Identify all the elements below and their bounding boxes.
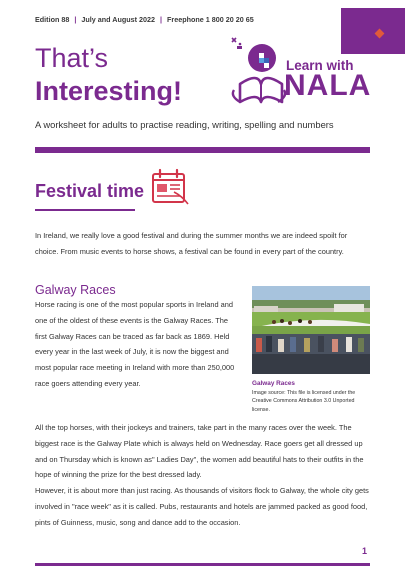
racecourse-image [252,286,370,374]
footer-divider [35,563,370,566]
separator: | [74,15,77,24]
article-body [35,420,371,531]
edition-number: Edition 88 [35,15,70,24]
photo-caption-title: Galway Races [252,380,295,387]
page-number: 1 [362,546,368,556]
freephone-number: Freephone 1 800 20 20 65 [167,15,254,24]
title-line-2: Interesting! [35,76,183,106]
separator: | [160,15,163,24]
nala-logo [226,38,376,108]
galway-races-photo [252,286,370,374]
edition-bar [35,15,254,24]
title-line-1: That’s [35,43,109,73]
calendar-icon [150,168,190,206]
header-divider [35,147,370,153]
edition-months: July and August 2022 [81,15,156,24]
article-paragraph-1: Horse racing is one of the most popular sports in Ireland and one of the oldest of these events is the Galway Races. The first Galway Races can be traced as far back as 1869. Held every year in the last week of July, it is now the biggest and most popular race meeting in Ireland with more than 250,000 race goers attending every year. [35,300,235,388]
page-subtitle: A worksheet for adults to practise reading, writing, spelling and numbers [35,119,334,130]
photo-caption-text: Image source: This file is licensed under the Creative Commons Attribution 3.0 Unported license. [252,390,356,413]
section-underline [35,209,135,211]
article-paragraph-2: All the top horses, with their jockeys and trainers, take part in the many races over the week. The biggest race is the Galway Plate which is always held on Wednesday. Race goers get all dressed up and on Thursday which is known as" Ladies Day", the women add beautiful hats to their outfits in the hope of winning the prize for the best dressed lady. [35,423,364,480]
intro-paragraph: In Ireland, we really love a good festival and during the summer months we are indeed spoilt for choice. From music events to horse shows, a festival can be found in every part of the country. [35,231,348,256]
article-paragraph-3: However, it is about more than just racing. As thousands of visitors flock to Galway, the whole city gets involved in "race week" as it is called. Pubs, restaurants and hotels are jammed packed as good food, pints of Guinness, music, song and dance add to the occasion. [35,486,369,527]
page-title [35,42,182,108]
logo-text-learn-with: Learn with [286,58,354,73]
section-heading: Festival time [35,181,145,201]
article-heading: Galway Races [35,283,116,297]
reader-book-logo-icon [226,34,286,106]
logo-text-nala: NALA [284,69,372,102]
